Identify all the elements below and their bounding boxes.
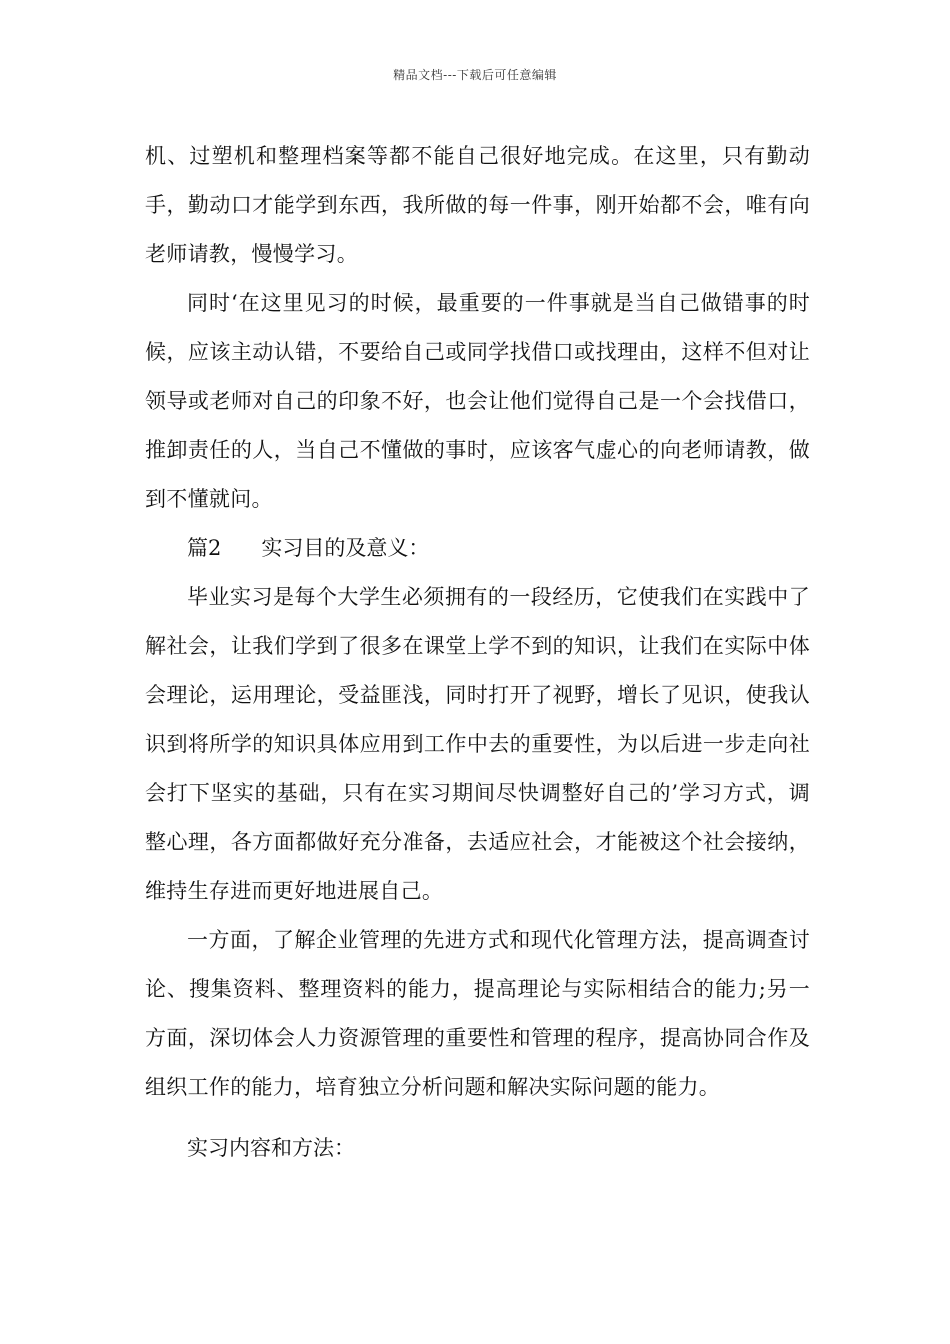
- section-label: 篇2: [187, 536, 222, 560]
- section-title: 实习目的及意义：: [261, 536, 430, 560]
- section-heading: [145, 524, 810, 573]
- page-header: 精品文档---下载后可任意编辑: [393, 68, 557, 82]
- paragraph-internship-purpose: 毕业实习是每个大学生必须拥有的一段经历，它使我们在实践中了解社会，让我们学到了很多在课堂上学不到的知识，让我们在实际中体会理论，运用理论，受益匪浅，同时打开了视野，增长了见识，使我认识到将所学的知识具体应用到工作中去的重要性，为以后进一步走向社会打下坚实的基础，只有在实习期间尽快调整好自己的’学习方式，调整心理，各方面都做好充分准备，去适应社会，才能被这个社会接纳，维持生存进而更好地进展自己。: [145, 585, 810, 903]
- paragraph-internship-goals: 一方面，了解企业管理的先进方式和现代化管理方法，提高调查讨论、搜集资料、整理资料的能力，提高理论与实际相结合的能力;另一方面，深切体会人力资源管理的重要性和管理的程序，提高协同合作及组织工作的能力，培育独立分析问题和解决实际问题的能力。: [145, 928, 810, 1099]
- subheading-content-methods: 实习内容和方法：: [187, 1136, 355, 1160]
- paragraph-admit-mistakes: 同时‘在这里见习的时候，最重要的一件事就是当自己做错事的时候，应该主动认错，不要给自己或同学找借口或找理由，这样不但对让领导或老师对自己的印象不好，也会让他们觉得自己是一个会找借口，推卸责任的人，当自己不懂做的事时，应该客气虚心的向老师请教，做到不懂就问。: [145, 291, 810, 511]
- document-body: [145, 132, 810, 1173]
- paragraph-continuation: 机、过塑机和整理档案等都不能自己很好地完成。在这里，只有勤动手，勤动口才能学到东西，我所做的每一件事，刚开始都不会，唯有向老师请教，慢慢学习。: [145, 144, 810, 266]
